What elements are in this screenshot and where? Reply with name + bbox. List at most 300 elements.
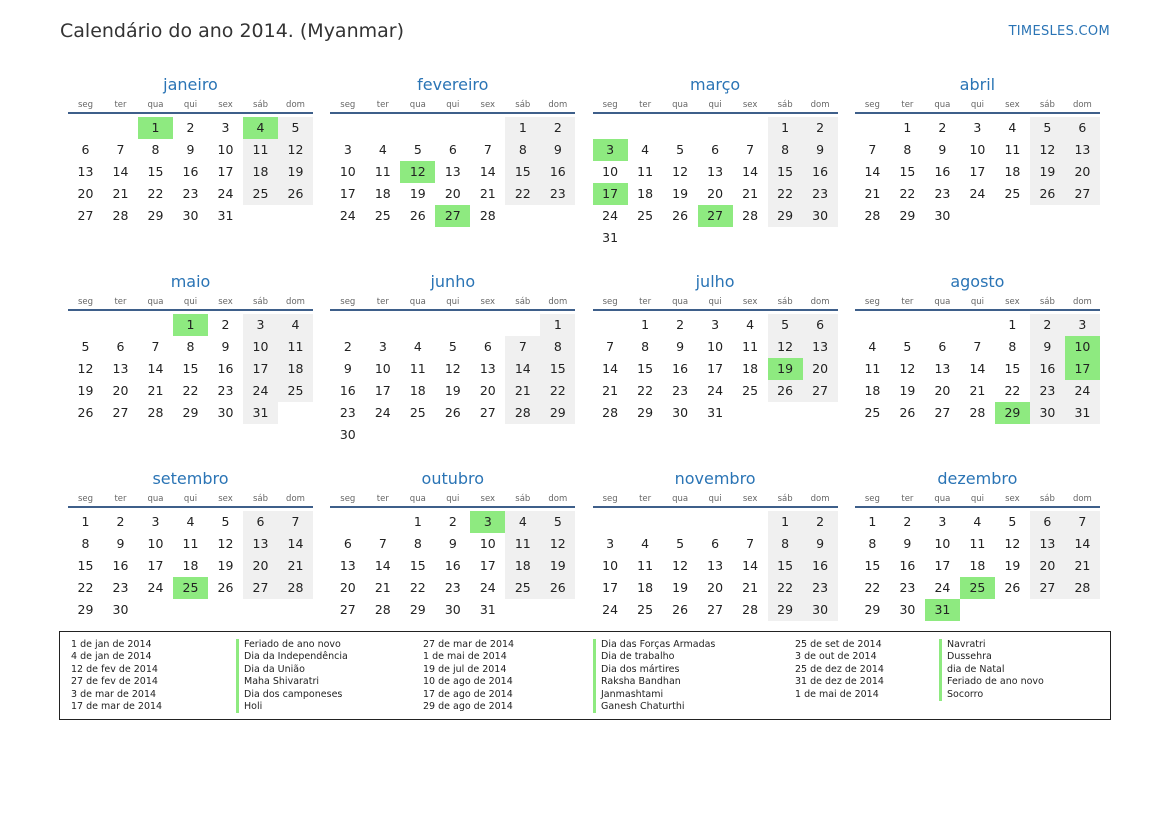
day-cell: 9 bbox=[676, 339, 685, 354]
holiday-day-cell: 17 bbox=[593, 183, 628, 205]
day-cell: 20 bbox=[707, 186, 724, 201]
weekday-label: dom bbox=[286, 100, 305, 110]
day-cell: 18 bbox=[243, 161, 278, 183]
legend-date: 12 de fev de 2014 bbox=[71, 663, 158, 675]
day-cell: 10 bbox=[217, 142, 234, 157]
legend-date: 31 de dez de 2014 bbox=[795, 676, 884, 688]
day-cell: 20 bbox=[339, 580, 356, 595]
month-julho bbox=[593, 271, 838, 468]
day-cell: 7 bbox=[151, 339, 160, 354]
weekday-header bbox=[593, 98, 838, 114]
day-cell: 21 bbox=[602, 383, 619, 398]
day-cell: 6 bbox=[343, 536, 352, 551]
day-cell: 30 bbox=[444, 602, 461, 617]
day-cell: 9 bbox=[186, 142, 195, 157]
day-grid bbox=[68, 117, 313, 227]
weekday-header bbox=[330, 492, 575, 508]
day-cell: 1 bbox=[768, 117, 803, 139]
legend-holiday-name: Dia da União bbox=[236, 664, 348, 676]
empty-cell bbox=[103, 314, 138, 336]
legend-names-col-1 bbox=[236, 639, 348, 713]
legend-holiday-name: Dia das Forças Armadas bbox=[593, 639, 715, 651]
legend-date: 25 de dez de 2014 bbox=[795, 663, 884, 675]
weekday-label: dom bbox=[810, 494, 830, 504]
day-cell: 6 bbox=[803, 314, 838, 336]
month-name: julho bbox=[695, 272, 735, 291]
day-cell: 28 bbox=[479, 208, 496, 223]
day-cell: 16 bbox=[182, 164, 199, 179]
day-cell: 11 bbox=[1004, 142, 1021, 157]
day-cell: 16 bbox=[339, 383, 356, 398]
day-cell: 24 bbox=[602, 208, 619, 223]
day-cell: 14 bbox=[112, 164, 129, 179]
day-cell: 13 bbox=[934, 361, 951, 376]
month-name: abril bbox=[959, 75, 996, 94]
legend-date: 10 de ago de 2014 bbox=[423, 676, 513, 688]
day-cell: 10 bbox=[707, 339, 724, 354]
day-cell: 14 bbox=[479, 164, 496, 179]
legend-holiday-name: Dia dos camponeses bbox=[236, 689, 348, 701]
day-cell: 18 bbox=[1004, 164, 1021, 179]
day-cell: 29 bbox=[409, 602, 426, 617]
day-cell: 12 bbox=[278, 139, 313, 161]
day-cell: 16 bbox=[217, 361, 234, 376]
day-cell: 2 bbox=[116, 514, 125, 529]
day-cell: 24 bbox=[934, 580, 951, 595]
day-cell: 24 bbox=[339, 208, 356, 223]
empty-cell bbox=[628, 117, 663, 139]
day-cell: 15 bbox=[637, 361, 654, 376]
legend-holiday-name: Socorro bbox=[939, 689, 1044, 701]
weekday-label: seg bbox=[602, 297, 618, 307]
day-cell: 18 bbox=[182, 558, 199, 573]
day-cell: 3 bbox=[1065, 314, 1100, 336]
weekday-label: seg bbox=[602, 494, 618, 504]
day-cell: 28 bbox=[374, 602, 391, 617]
day-cell: 23 bbox=[934, 186, 951, 201]
day-cell: 30 bbox=[934, 208, 951, 223]
day-cell: 21 bbox=[1065, 555, 1100, 577]
day-grid bbox=[593, 117, 838, 249]
day-cell: 8 bbox=[868, 536, 877, 551]
day-cell: 29 bbox=[147, 208, 164, 223]
weekday-label: sáb bbox=[252, 297, 269, 307]
day-cell: 19 bbox=[899, 383, 916, 398]
weekday-label: sáb bbox=[252, 494, 269, 504]
day-cell: 29 bbox=[768, 205, 803, 227]
empty-cell bbox=[855, 117, 890, 139]
legend-holiday-name: Maha Shivaratri bbox=[236, 676, 348, 688]
day-cell: 28 bbox=[742, 602, 759, 617]
day-cell: 22 bbox=[505, 183, 540, 205]
weekday-label: qui bbox=[183, 494, 198, 504]
day-cell: 18 bbox=[637, 186, 654, 201]
holiday-day-cell: 10 bbox=[1065, 336, 1100, 358]
empty-cell bbox=[400, 314, 435, 336]
day-cell: 18 bbox=[409, 383, 426, 398]
day-cell: 20 bbox=[934, 383, 951, 398]
legend-holiday-name: Dia dos mártires bbox=[593, 664, 715, 676]
day-cell: 16 bbox=[672, 361, 689, 376]
day-cell: 10 bbox=[934, 536, 951, 551]
holiday-day-cell: 31 bbox=[925, 599, 960, 621]
day-cell: 16 bbox=[540, 161, 575, 183]
day-cell: 7 bbox=[116, 142, 125, 157]
day-cell: 6 bbox=[116, 339, 125, 354]
day-cell: 3 bbox=[243, 314, 278, 336]
holiday-day-cell: 1 bbox=[138, 117, 173, 139]
weekday-label: ter bbox=[639, 297, 652, 307]
day-cell: 28 bbox=[278, 577, 313, 599]
day-cell: 3 bbox=[378, 339, 387, 354]
day-cell: 17 bbox=[147, 558, 164, 573]
day-cell: 28 bbox=[602, 405, 619, 420]
day-cell: 19 bbox=[444, 383, 461, 398]
weekday-label: dom bbox=[810, 100, 830, 110]
day-cell: 24 bbox=[707, 383, 724, 398]
legend-holiday-name: Ganesh Chaturthi bbox=[593, 701, 715, 713]
day-cell: 7 bbox=[868, 142, 877, 157]
legend-date: 17 de mar de 2014 bbox=[71, 701, 163, 713]
day-cell: 1 bbox=[641, 317, 650, 332]
day-cell: 13 bbox=[707, 164, 724, 179]
day-cell: 12 bbox=[1030, 139, 1065, 161]
day-cell: 21 bbox=[147, 383, 164, 398]
legend-date: 1 de mai de 2014 bbox=[795, 688, 879, 700]
day-cell: 11 bbox=[742, 339, 759, 354]
day-cell: 4 bbox=[278, 314, 313, 336]
weekday-label: qui bbox=[970, 100, 984, 110]
day-cell: 26 bbox=[672, 208, 689, 223]
month-abril bbox=[855, 74, 1100, 271]
day-cell: 3 bbox=[711, 317, 720, 332]
day-cell: 19 bbox=[1004, 558, 1021, 573]
weekday-label: sex bbox=[1005, 100, 1020, 110]
day-cell: 10 bbox=[602, 164, 619, 179]
day-cell: 6 bbox=[938, 339, 947, 354]
weekday-label: sáb bbox=[777, 297, 793, 307]
day-cell: 16 bbox=[803, 555, 838, 577]
day-cell: 29 bbox=[899, 208, 916, 223]
legend-date: 27 de mar de 2014 bbox=[423, 639, 515, 650]
weekday-label: qui bbox=[708, 100, 722, 110]
months-grid bbox=[68, 74, 1102, 665]
day-cell: 6 bbox=[711, 536, 720, 551]
day-cell: 14 bbox=[1065, 533, 1100, 555]
day-cell: 11 bbox=[243, 139, 278, 161]
day-cell: 11 bbox=[374, 164, 391, 179]
day-cell: 27 bbox=[112, 405, 129, 420]
weekday-header bbox=[593, 492, 838, 508]
legend-date: 3 de mar de 2014 bbox=[71, 688, 157, 700]
day-cell: 16 bbox=[934, 164, 951, 179]
weekday-label: qui bbox=[183, 100, 198, 110]
day-cell: 13 bbox=[803, 336, 838, 358]
day-cell: 14 bbox=[864, 164, 881, 179]
day-cell: 20 bbox=[243, 555, 278, 577]
day-cell: 8 bbox=[1008, 339, 1017, 354]
weekday-label: qua bbox=[934, 494, 951, 504]
holiday-day-cell: 27 bbox=[698, 205, 733, 227]
day-cell: 9 bbox=[116, 536, 125, 551]
day-cell: 19 bbox=[672, 580, 689, 595]
empty-cell bbox=[663, 511, 698, 533]
day-cell: 13 bbox=[444, 164, 461, 179]
day-cell: 19 bbox=[278, 161, 313, 183]
weekday-label: sex bbox=[1005, 297, 1020, 307]
day-cell: 13 bbox=[339, 558, 356, 573]
month-março bbox=[593, 74, 838, 271]
weekday-label: seg bbox=[77, 494, 94, 504]
day-cell: 2 bbox=[676, 317, 685, 332]
holiday-day-cell: 27 bbox=[435, 205, 470, 227]
day-cell: 22 bbox=[409, 580, 426, 595]
day-cell: 28 bbox=[112, 208, 129, 223]
weekday-label: ter bbox=[114, 297, 127, 307]
day-cell: 23 bbox=[444, 580, 461, 595]
weekday-label: qua bbox=[147, 494, 164, 504]
day-cell: 28 bbox=[147, 405, 164, 420]
legend-date: 1 de jan de 2014 bbox=[71, 639, 152, 650]
day-cell: 17 bbox=[934, 558, 951, 573]
day-cell: 3 bbox=[343, 142, 352, 157]
day-cell: 13 bbox=[112, 361, 129, 376]
weekday-label: sex bbox=[742, 100, 758, 110]
day-cell: 12 bbox=[899, 361, 916, 376]
day-cell: 17 bbox=[217, 164, 234, 179]
day-cell: 17 bbox=[602, 580, 619, 595]
day-cell: 14 bbox=[505, 358, 540, 380]
day-cell: 26 bbox=[672, 602, 689, 617]
day-cell: 12 bbox=[672, 164, 689, 179]
empty-cell bbox=[365, 314, 400, 336]
day-cell: 13 bbox=[479, 361, 496, 376]
day-cell: 13 bbox=[243, 533, 278, 555]
empty-cell bbox=[733, 511, 768, 533]
empty-cell bbox=[925, 314, 960, 336]
day-cell: 12 bbox=[77, 361, 94, 376]
day-cell: 21 bbox=[864, 186, 881, 201]
weekday-label: qui bbox=[708, 494, 722, 504]
day-grid bbox=[68, 314, 313, 424]
day-cell: 31 bbox=[707, 405, 724, 420]
day-cell: 19 bbox=[409, 186, 426, 201]
weekday-label: sáb bbox=[1039, 100, 1055, 110]
legend-date: 1 de mai de 2014 bbox=[423, 651, 507, 663]
day-cell: 25 bbox=[374, 208, 391, 223]
day-cell: 5 bbox=[676, 536, 685, 551]
day-cell: 11 bbox=[637, 164, 654, 179]
day-cell: 15 bbox=[540, 358, 575, 380]
weekday-label: ter bbox=[901, 297, 914, 307]
day-cell: 18 bbox=[278, 358, 313, 380]
day-cell: 26 bbox=[278, 183, 313, 205]
empty-cell bbox=[435, 117, 470, 139]
legend-holiday-name: Dia de trabalho bbox=[593, 651, 715, 663]
weekday-label: qui bbox=[183, 297, 198, 307]
month-agosto bbox=[855, 271, 1100, 468]
month-name: maio bbox=[170, 272, 211, 291]
weekday-label: qua bbox=[672, 297, 689, 307]
day-cell: 20 bbox=[112, 383, 129, 398]
empty-cell bbox=[890, 314, 925, 336]
day-cell: 5 bbox=[903, 339, 912, 354]
day-cell: 26 bbox=[899, 405, 916, 420]
day-cell: 30 bbox=[899, 602, 916, 617]
day-cell: 1 bbox=[868, 514, 877, 529]
legend-holiday-name: Dia da Independência bbox=[236, 651, 348, 663]
month-name: novembro bbox=[674, 469, 756, 488]
empty-cell bbox=[470, 314, 505, 336]
legend-holiday-name: Janmashtami bbox=[593, 689, 715, 701]
day-cell: 3 bbox=[973, 120, 982, 135]
day-cell: 7 bbox=[746, 142, 755, 157]
legend-date: 3 de out de 2014 bbox=[795, 651, 877, 663]
month-janeiro bbox=[68, 74, 313, 271]
weekday-label: seg bbox=[77, 100, 94, 110]
day-cell: 5 bbox=[1030, 117, 1065, 139]
day-cell: 27 bbox=[339, 602, 356, 617]
legend-names-col-2 bbox=[593, 639, 715, 713]
month-name: setembro bbox=[152, 469, 229, 488]
day-cell: 15 bbox=[409, 558, 426, 573]
day-cell: 22 bbox=[1004, 383, 1021, 398]
day-cell: 27 bbox=[479, 405, 496, 420]
day-cell: 16 bbox=[112, 558, 129, 573]
day-cell: 7 bbox=[278, 511, 313, 533]
day-cell: 24 bbox=[217, 186, 234, 201]
day-cell: 1 bbox=[903, 120, 912, 135]
day-cell: 11 bbox=[637, 558, 654, 573]
day-cell: 9 bbox=[938, 142, 947, 157]
day-cell: 15 bbox=[768, 161, 803, 183]
month-name: dezembro bbox=[937, 469, 1018, 488]
weekday-label: dom bbox=[286, 494, 305, 504]
weekday-label: qui bbox=[970, 297, 984, 307]
month-name: janeiro bbox=[163, 75, 218, 94]
day-cell: 26 bbox=[77, 405, 94, 420]
day-cell: 4 bbox=[378, 142, 387, 157]
day-cell: 7 bbox=[505, 336, 540, 358]
day-cell: 23 bbox=[339, 405, 356, 420]
day-cell: 5 bbox=[448, 339, 457, 354]
weekday-label: seg bbox=[864, 100, 880, 110]
day-cell: 6 bbox=[448, 142, 457, 157]
day-cell: 7 bbox=[1065, 511, 1100, 533]
day-cell: 27 bbox=[243, 577, 278, 599]
day-cell: 4 bbox=[413, 339, 422, 354]
day-grid bbox=[855, 511, 1100, 621]
empty-cell bbox=[960, 314, 995, 336]
day-cell: 19 bbox=[77, 383, 94, 398]
day-grid bbox=[855, 117, 1100, 227]
day-cell: 24 bbox=[243, 380, 278, 402]
holiday-legend bbox=[59, 631, 1111, 720]
day-cell: 23 bbox=[803, 577, 838, 599]
weekday-label: qui bbox=[446, 494, 460, 504]
day-cell: 31 bbox=[479, 602, 496, 617]
day-cell: 12 bbox=[444, 361, 461, 376]
weekday-label: sex bbox=[218, 494, 233, 504]
day-cell: 6 bbox=[711, 142, 720, 157]
weekday-label: ter bbox=[114, 494, 127, 504]
day-cell: 12 bbox=[1004, 536, 1021, 551]
day-cell: 27 bbox=[803, 380, 838, 402]
day-cell: 20 bbox=[707, 580, 724, 595]
weekday-label: qui bbox=[708, 297, 722, 307]
weekday-label: sáb bbox=[1039, 297, 1055, 307]
day-cell: 14 bbox=[602, 361, 619, 376]
day-cell: 22 bbox=[182, 383, 199, 398]
weekday-label: seg bbox=[864, 494, 880, 504]
day-cell: 5 bbox=[676, 142, 685, 157]
day-cell: 1 bbox=[768, 511, 803, 533]
legend-dates-col-3 bbox=[795, 639, 884, 701]
weekday-label: dom bbox=[1072, 100, 1092, 110]
weekday-label: qua bbox=[409, 494, 426, 504]
legend-holiday-name: Feriado de ano novo bbox=[939, 676, 1044, 688]
day-cell: 25 bbox=[505, 577, 540, 599]
day-grid bbox=[330, 511, 575, 621]
weekday-label: sáb bbox=[515, 100, 531, 110]
empty-cell bbox=[330, 314, 365, 336]
day-cell: 30 bbox=[112, 602, 129, 617]
day-cell: 6 bbox=[1065, 117, 1100, 139]
day-cell: 6 bbox=[243, 511, 278, 533]
day-cell: 26 bbox=[540, 577, 575, 599]
day-cell: 18 bbox=[742, 361, 759, 376]
weekday-label: ter bbox=[376, 297, 389, 307]
day-cell: 17 bbox=[969, 164, 986, 179]
weekday-label: ter bbox=[639, 100, 652, 110]
day-cell: 11 bbox=[182, 536, 199, 551]
weekday-label: seg bbox=[77, 297, 94, 307]
day-cell: 16 bbox=[444, 558, 461, 573]
holiday-day-cell: 17 bbox=[1065, 358, 1100, 380]
weekday-label: ter bbox=[639, 494, 652, 504]
day-cell: 6 bbox=[81, 142, 90, 157]
day-cell: 22 bbox=[899, 186, 916, 201]
day-cell: 24 bbox=[147, 580, 164, 595]
day-cell: 15 bbox=[1004, 361, 1021, 376]
day-cell: 8 bbox=[413, 536, 422, 551]
day-cell: 4 bbox=[641, 142, 650, 157]
day-cell: 23 bbox=[1030, 380, 1065, 402]
day-cell: 4 bbox=[746, 317, 755, 332]
day-cell: 3 bbox=[606, 536, 615, 551]
day-cell: 30 bbox=[803, 599, 838, 621]
weekday-label: seg bbox=[340, 297, 356, 307]
day-cell: 9 bbox=[1030, 336, 1065, 358]
month-name: agosto bbox=[950, 272, 1005, 291]
month-junho bbox=[330, 271, 575, 468]
day-cell: 29 bbox=[864, 602, 881, 617]
day-cell: 23 bbox=[899, 580, 916, 595]
weekday-label: sex bbox=[1005, 494, 1020, 504]
day-cell: 7 bbox=[746, 536, 755, 551]
weekday-label: ter bbox=[901, 100, 914, 110]
day-cell: 31 bbox=[1065, 402, 1100, 424]
day-cell: 9 bbox=[448, 536, 457, 551]
day-cell: 12 bbox=[672, 558, 689, 573]
day-cell: 1 bbox=[540, 314, 575, 336]
empty-cell bbox=[698, 117, 733, 139]
brand-logo[interactable]: TIMESLES.COM bbox=[1008, 24, 1110, 39]
day-cell: 2 bbox=[803, 117, 838, 139]
empty-cell bbox=[365, 511, 400, 533]
day-cell: 10 bbox=[969, 142, 986, 157]
day-cell: 8 bbox=[768, 533, 803, 555]
